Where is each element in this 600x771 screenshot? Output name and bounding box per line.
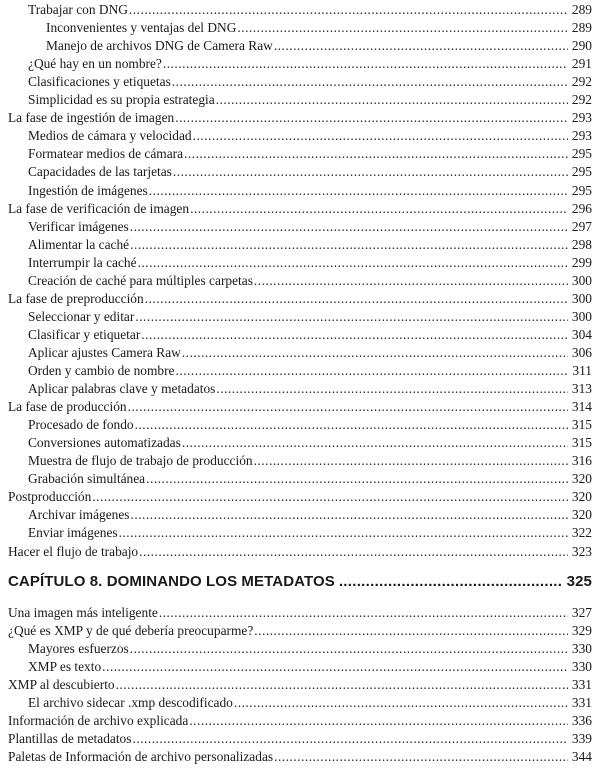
toc-entry-label: La fase de preproducción <box>8 290 144 306</box>
leader-dots <box>116 677 568 693</box>
toc-entry-page-number: 316 <box>571 453 592 469</box>
toc-entry-label: Aplicar palabras clave y metadatos <box>28 381 216 397</box>
toc-entry-page-number: 344 <box>571 749 592 765</box>
toc-entry-page-number: 289 <box>571 20 592 36</box>
toc-entry[interactable] <box>0 90 600 108</box>
toc-entry-label: ¿Qué hay en un nombre? <box>28 56 162 72</box>
leader-dots <box>135 417 568 433</box>
toc-entry-label: Una imagen más inteligente <box>8 605 158 620</box>
toc-entry[interactable] <box>0 18 600 36</box>
toc-entry-label: Capacidades de las tarjetas <box>28 164 172 180</box>
toc-entry[interactable] <box>0 379 600 397</box>
toc-entry-label: Paletas de Información de archivo personalizadas <box>8 749 274 765</box>
toc-entry-label: La fase de producción <box>8 399 127 415</box>
toc-entry[interactable] <box>0 0 600 18</box>
leader-dots <box>193 128 568 144</box>
toc-entry[interactable] <box>0 126 600 144</box>
toc-entry-page-number: 313 <box>571 381 592 397</box>
leader-dots <box>173 164 568 180</box>
toc-entry[interactable] <box>0 36 600 54</box>
toc-entry-label: Orden y cambio de nombre <box>28 363 175 378</box>
toc-entry[interactable] <box>0 711 600 729</box>
toc-entry-page-number: 331 <box>571 695 592 711</box>
toc-entry-label: ¿Qué es XMP y de qué debería preocuparme? <box>8 623 254 639</box>
toc-entry-page-number: 330 <box>571 641 592 657</box>
toc-entry-page-number: 300 <box>571 272 592 288</box>
chapter-page-number: 325 <box>566 573 592 590</box>
leader-dots <box>145 291 568 307</box>
leader-dots <box>92 489 568 505</box>
toc-entry-label: Simplicidad es su propia estrategia <box>28 92 215 108</box>
toc-entry-page-number: 291 <box>571 56 592 72</box>
toc-entry-page-number: 329 <box>571 623 592 639</box>
leader-dots <box>138 255 568 271</box>
toc-entry-label: Alimentar la caché <box>28 236 130 252</box>
toc-entry-label: Aplicar ajustes Camera Raw <box>28 344 181 360</box>
leader-dots <box>163 56 568 72</box>
leader-dots <box>274 38 568 54</box>
leader-dots <box>216 381 568 397</box>
toc-entry-page-number: 311 <box>572 363 592 378</box>
toc-entry[interactable] <box>0 415 600 433</box>
toc-entry[interactable] <box>0 162 600 180</box>
leader-dots <box>130 237 568 253</box>
toc-entry-label: El archivo sidecar .xmp descodificado <box>28 695 233 711</box>
toc-entry-label: Formatear medios de cámara <box>28 146 184 162</box>
toc-entry[interactable] <box>0 343 600 361</box>
toc-entry-page-number: 320 <box>571 489 592 505</box>
toc-entry-label: Postproducción <box>8 489 92 505</box>
chapter-heading <box>0 566 600 590</box>
toc-entry[interactable] <box>0 271 600 289</box>
leader-dots <box>119 525 568 541</box>
toc-entry[interactable] <box>0 289 600 307</box>
toc-entry[interactable] <box>0 657 600 675</box>
toc-entry-page-number: 320 <box>571 471 592 487</box>
toc-entry-page-number: 295 <box>571 146 592 162</box>
toc-entry-page-number: 315 <box>571 435 592 451</box>
toc-entry-label: Verificar imágenes <box>28 218 129 234</box>
leader-dots <box>182 435 568 451</box>
leader-dots <box>339 573 563 590</box>
toc-entry-page-number: 292 <box>571 74 592 90</box>
toc-entry-label: Enviar imágenes <box>28 525 118 541</box>
toc-entry-page-number: 295 <box>571 164 592 180</box>
toc-entry-label: Medios de cámara y velocidad <box>28 128 192 144</box>
leader-dots <box>234 695 568 711</box>
leader-dots <box>130 641 568 657</box>
toc-entry[interactable] <box>0 307 600 325</box>
chapter-title: CAPÍTULO 8. DOMINANDO LOS METADATOS <box>8 573 335 590</box>
toc-entry-page-number: 304 <box>571 326 592 342</box>
toc-entry-label: Información de archivo explicada <box>8 713 189 729</box>
toc-entry-page-number: 300 <box>571 308 592 324</box>
toc-entry[interactable] <box>0 451 600 469</box>
leader-dots <box>149 183 568 199</box>
leader-dots <box>182 345 568 361</box>
toc-entry[interactable] <box>0 72 600 90</box>
toc-entry-page-number: 336 <box>571 713 592 729</box>
toc-entry[interactable] <box>0 181 600 199</box>
toc-entry[interactable] <box>0 108 600 126</box>
leader-dots <box>132 731 568 747</box>
leader-dots <box>146 471 568 487</box>
leader-dots <box>189 713 568 729</box>
toc-entry[interactable] <box>0 523 600 541</box>
toc-entry[interactable] <box>0 54 600 72</box>
toc-entry[interactable] <box>0 693 600 711</box>
toc-entry[interactable] <box>0 621 600 639</box>
toc-entry-label: Mayores esfuerzos <box>28 641 129 657</box>
toc-entry[interactable] <box>0 235 600 253</box>
toc-entry-label: La fase de verificación de imagen <box>8 200 190 216</box>
leader-dots <box>130 219 568 235</box>
toc-entry-page-number: 331 <box>571 677 592 693</box>
toc-entry-label: Procesado de fondo <box>28 417 134 433</box>
toc-entry-page-number: 296 <box>571 200 592 216</box>
toc-entry-page-number: 322 <box>571 525 592 541</box>
leader-dots <box>254 453 568 469</box>
toc-entry-label: Inconvenientes y ventajas del DNG <box>46 20 237 36</box>
leader-dots <box>237 20 568 36</box>
toc-entry-label: Seleccionar y editar <box>28 308 135 324</box>
toc-entry-page-number: 314 <box>571 399 592 415</box>
toc-entry[interactable] <box>0 747 600 765</box>
leader-dots <box>131 507 568 523</box>
toc-entry-page-number: 293 <box>571 110 592 126</box>
toc-entry-page-number: 295 <box>571 182 592 198</box>
toc-entry-label: Archivar imágenes <box>28 507 130 523</box>
toc-entry-page-number: 297 <box>571 218 592 234</box>
toc-entry[interactable] <box>0 505 600 523</box>
leader-dots <box>159 605 568 621</box>
toc-entry-label: XMP es texto <box>28 659 102 675</box>
toc-entry-label: Clasificar y etiquetar <box>28 326 141 342</box>
toc-entry-label: Ingestión de imágenes <box>28 182 148 198</box>
toc-entry-label: Trabajar con DNG <box>28 2 128 17</box>
toc-entry-page-number: 315 <box>571 417 592 433</box>
toc-entry[interactable] <box>0 199 600 217</box>
toc-entry-page-number: 323 <box>571 543 592 559</box>
leader-dots <box>254 273 568 289</box>
toc-entry-label: Plantillas de metadatos <box>8 731 132 747</box>
toc-entry[interactable] <box>0 397 600 415</box>
leader-dots <box>172 74 568 90</box>
leader-dots <box>274 749 568 765</box>
toc-entry[interactable] <box>0 603 600 621</box>
toc-entry-page-number: 292 <box>571 92 592 108</box>
toc-entry-page-number: 306 <box>571 344 592 360</box>
toc-entry-label: Creación de caché para múltiples carpetas <box>28 272 253 288</box>
toc-entry[interactable] <box>0 542 600 560</box>
leader-dots <box>176 363 568 379</box>
toc-entry-page-number: 320 <box>571 507 592 523</box>
leader-dots <box>184 146 568 162</box>
toc-entry-page-number: 330 <box>571 659 592 675</box>
toc-entry-label: Manejo de archivos DNG de Camera Raw <box>46 38 273 54</box>
toc-entry-label: Interrumpir la caché <box>28 254 137 270</box>
toc-entry-label: Clasificaciones y etiquetas <box>28 74 171 90</box>
toc-entry-page-number: 290 <box>571 38 592 54</box>
toc-entry-label: La fase de ingestión de imagen <box>8 110 175 126</box>
leader-dots <box>175 110 568 126</box>
toc-entry-page-number: 289 <box>571 2 592 17</box>
toc-entry-page-number: 298 <box>571 236 592 252</box>
toc-entry[interactable] <box>0 469 600 487</box>
toc-entry-page-number: 300 <box>571 290 592 306</box>
toc-entry-label: Grabación simultánea <box>28 471 146 487</box>
toc-entry-label: Hacer el flujo de trabajo <box>8 543 139 559</box>
leader-dots <box>102 659 568 675</box>
toc-entry-page-number: 339 <box>571 731 592 747</box>
leader-dots <box>139 544 568 560</box>
toc-entry-page-number: 327 <box>571 605 592 620</box>
toc-entry[interactable] <box>0 639 600 657</box>
toc-entry-label: XMP al descubierto <box>8 677 115 693</box>
toc-entry[interactable] <box>0 433 600 451</box>
toc-entry[interactable] <box>0 253 600 271</box>
leader-dots <box>190 201 568 217</box>
toc-entry-page-number: 293 <box>571 128 592 144</box>
toc-entry[interactable] <box>0 217 600 235</box>
leader-dots <box>216 92 568 108</box>
leader-dots <box>128 399 568 415</box>
leader-dots <box>129 2 568 18</box>
toc-entry[interactable] <box>0 325 600 343</box>
toc-entry[interactable] <box>0 487 600 505</box>
toc-entry-label: Conversiones automatizadas <box>28 435 181 451</box>
toc-entry[interactable] <box>0 729 600 747</box>
toc-entry-label: Muestra de flujo de trabajo de producción <box>28 453 253 469</box>
toc-entry[interactable] <box>0 144 600 162</box>
leader-dots <box>254 623 568 639</box>
leader-dots <box>141 327 568 343</box>
toc-entry-page-number: 299 <box>571 254 592 270</box>
toc-entry[interactable] <box>0 675 600 693</box>
toc-entry[interactable] <box>0 361 600 379</box>
leader-dots <box>135 309 568 325</box>
